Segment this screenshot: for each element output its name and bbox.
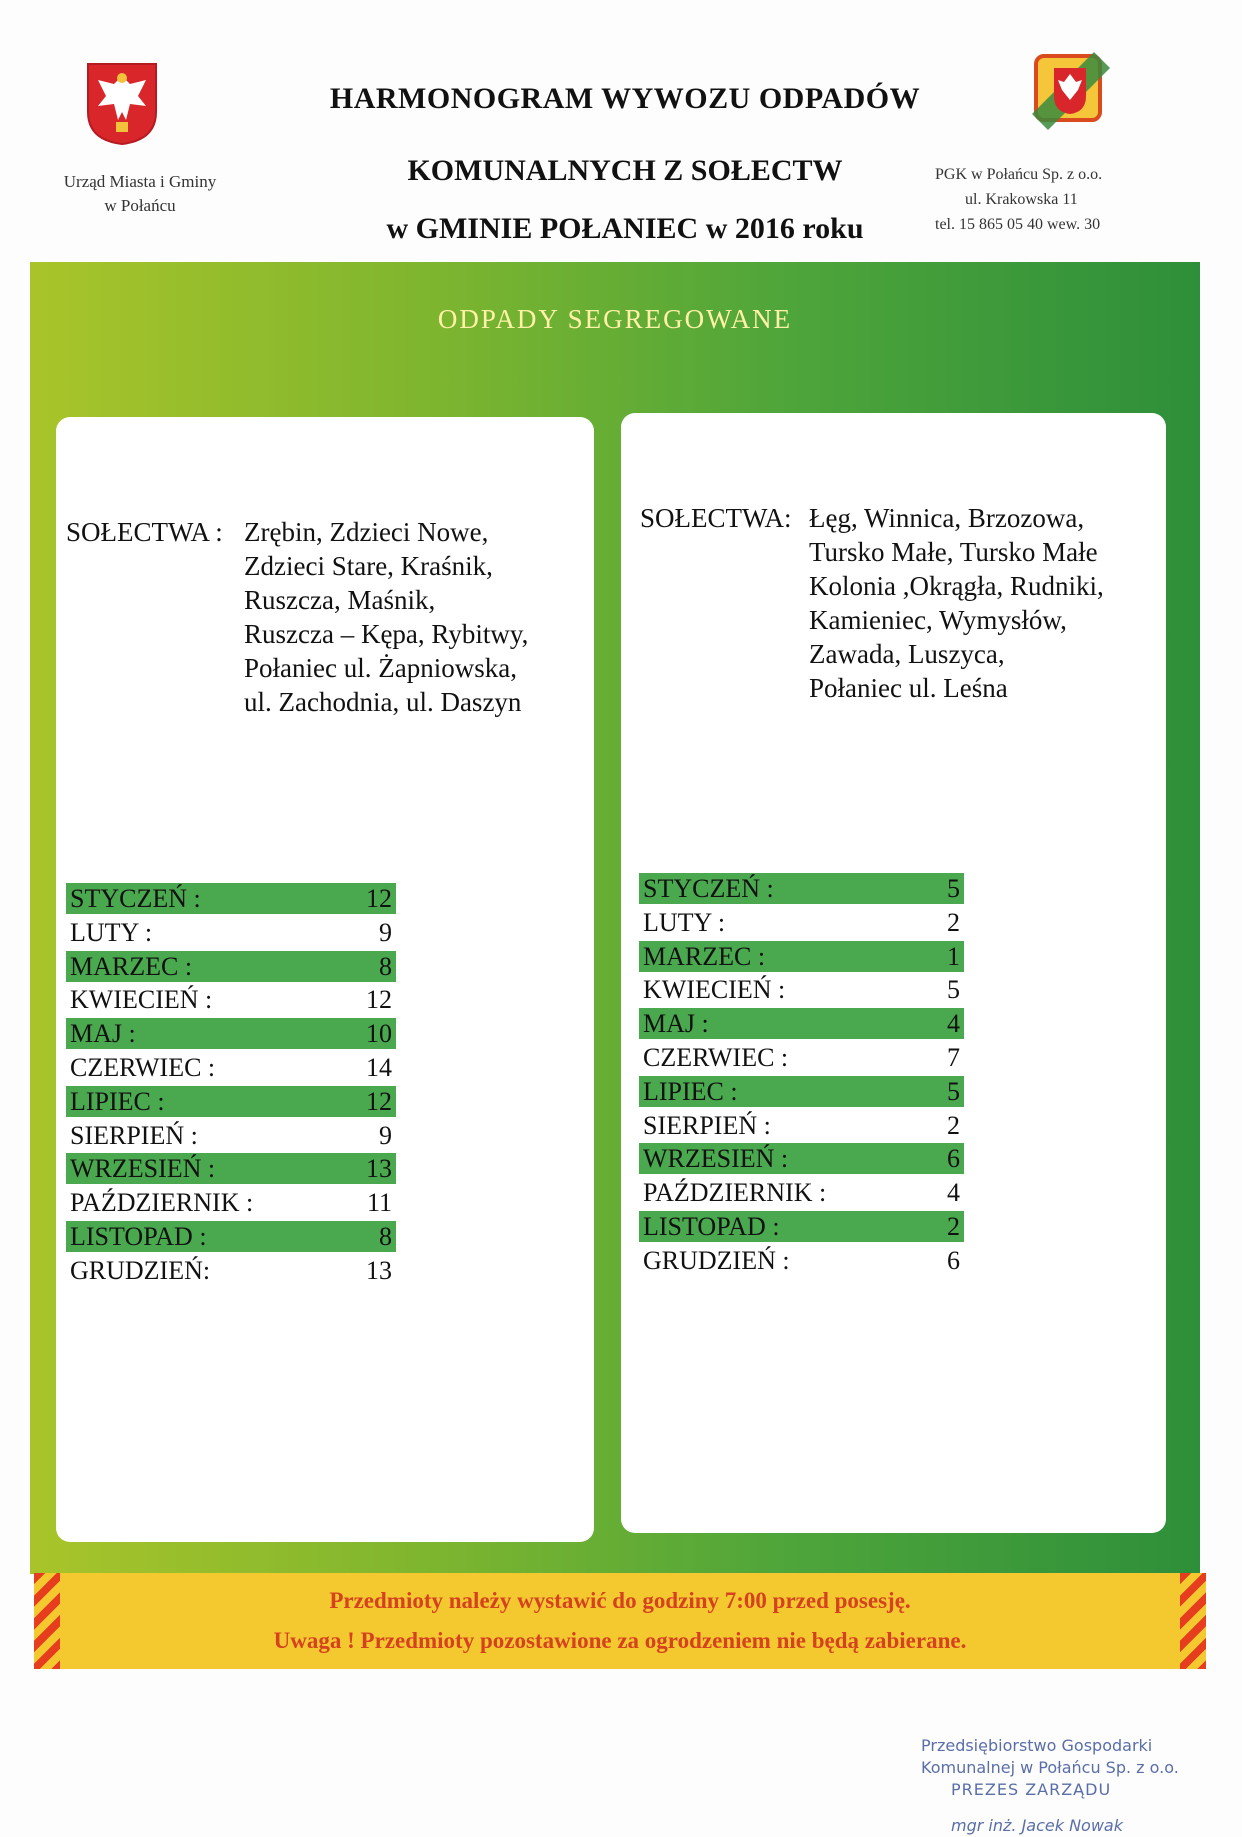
city-office-name bbox=[30, 170, 250, 218]
month-row bbox=[639, 1076, 964, 1107]
collection-day: 13 bbox=[366, 1255, 392, 1285]
month-name: KWIECIEŃ : bbox=[643, 975, 786, 1005]
collection-day: 8 bbox=[379, 951, 392, 981]
month-row bbox=[639, 1143, 964, 1174]
month-name: MAJ : bbox=[643, 1009, 709, 1039]
month-name: KWIECIEŃ : bbox=[70, 985, 213, 1015]
stamp-line3: PREZES ZARZĄDU bbox=[951, 1780, 1112, 1799]
solectwa-list bbox=[809, 501, 1104, 705]
solectwa-line: Kolonia ,Okrągła, Rudniki, bbox=[809, 571, 1104, 601]
solectwa-line: Kamieniec, Wymysłów, bbox=[809, 605, 1067, 635]
month-row bbox=[66, 1187, 396, 1218]
solectwa-line: Połaniec ul. Leśna bbox=[809, 673, 1008, 703]
company-contact bbox=[935, 162, 1175, 237]
month-name: LIPIEC : bbox=[70, 1086, 165, 1116]
month-name: WRZESIEŃ : bbox=[643, 1144, 789, 1174]
solectwa-line: Połaniec ul. Żapniowska, bbox=[244, 653, 517, 683]
month-row bbox=[639, 1042, 964, 1073]
month-name: GRUDZIEŃ: bbox=[70, 1255, 211, 1285]
solectwa-line: Zdzieci Stare, Kraśnik, bbox=[244, 551, 493, 581]
month-name: MARZEC : bbox=[643, 941, 766, 971]
page-title: HARMONOGRAM WYWOZU ODPADÓW bbox=[329, 82, 921, 115]
eagle-crest-icon bbox=[86, 62, 158, 146]
solectwa-line: Ruszcza, Maśnik, bbox=[244, 585, 436, 615]
month-row bbox=[66, 883, 396, 914]
month-row bbox=[66, 917, 396, 948]
stamp-line2: Komunalnej w Połańcu Sp. z o.o. bbox=[921, 1758, 1179, 1777]
month-name: SIERPIEŃ : bbox=[70, 1120, 198, 1150]
solectwa-line: Ruszcza – Kępa, Rybitwy, bbox=[244, 619, 529, 649]
page-title-line2: KOMUNALNYCH Z SOŁECTW bbox=[407, 154, 843, 187]
month-name: LISTOPAD : bbox=[70, 1222, 207, 1251]
collection-day: 6 bbox=[947, 1144, 960, 1174]
month-name: LIPIEC : bbox=[643, 1076, 738, 1106]
hazard-stripe-right bbox=[1180, 1573, 1206, 1669]
collection-day: 10 bbox=[366, 1019, 392, 1049]
solectwa-label: SOŁECTWA : bbox=[66, 517, 223, 547]
month-row bbox=[66, 1120, 396, 1151]
signature-stamp bbox=[921, 1735, 1179, 1837]
stamp-line1: Przedsiębiorstwo Gospodarki bbox=[921, 1736, 1153, 1755]
month-name: CZERWIEC : bbox=[643, 1043, 789, 1072]
collection-day: 13 bbox=[366, 1154, 392, 1184]
month-name: GRUDZIEŃ : bbox=[643, 1245, 790, 1275]
solectwa-line: Łęg, Winnica, Brzozowa, bbox=[809, 503, 1085, 533]
month-row bbox=[639, 873, 964, 904]
month-name: SIERPIEŃ : bbox=[643, 1110, 771, 1140]
collection-day: 5 bbox=[947, 975, 960, 1005]
solectwa-line: ul. Zachodnia, ul. Daszyn bbox=[244, 687, 522, 717]
month-row bbox=[639, 1211, 964, 1242]
collection-day: 9 bbox=[379, 1120, 392, 1150]
collection-day: 8 bbox=[379, 1222, 392, 1251]
month-row bbox=[639, 1110, 964, 1141]
month-row bbox=[66, 1086, 396, 1117]
collection-day: 5 bbox=[947, 1076, 960, 1106]
month-row bbox=[66, 951, 396, 982]
collection-day: 12 bbox=[366, 884, 392, 913]
month-name: MAJ : bbox=[70, 1019, 136, 1049]
panel-title: ODPADY SEGREGOWANE bbox=[437, 304, 793, 334]
month-name: STYCZEŃ : bbox=[70, 884, 201, 913]
collection-day: 11 bbox=[366, 1188, 392, 1218]
company-address: ul. Krakowska 11 bbox=[965, 191, 1078, 208]
footer-line2: Uwaga ! Przedmioty pozostawione za ogrodzeniem nie będą zabierane. bbox=[273, 1628, 967, 1653]
page-title-line3: w GMINIE POŁANIEC w 2016 roku bbox=[386, 212, 864, 245]
left-schedule-card bbox=[56, 417, 594, 1542]
collection-day: 12 bbox=[366, 985, 392, 1015]
month-name: CZERWIEC : bbox=[70, 1053, 216, 1082]
month-row bbox=[639, 974, 964, 1005]
month-row bbox=[639, 1177, 964, 1208]
month-name: MARZEC : bbox=[70, 951, 193, 981]
collection-day: 9 bbox=[379, 917, 392, 947]
solectwa-label: SOŁECTWA: bbox=[640, 503, 792, 533]
collection-day: 4 bbox=[947, 1178, 960, 1208]
month-row bbox=[639, 907, 964, 938]
month-name: PAŹDZIERNIK : bbox=[643, 1178, 827, 1208]
month-row bbox=[66, 1018, 396, 1049]
collection-day: 6 bbox=[947, 1245, 960, 1275]
month-row bbox=[66, 1153, 396, 1184]
right-schedule-card bbox=[621, 413, 1179, 1835]
collection-day: 2 bbox=[947, 1212, 960, 1241]
footer-line1: Przedmioty należy wystawić do godziny 7:00 przed posesję. bbox=[329, 1588, 911, 1613]
collection-day: 2 bbox=[947, 907, 960, 937]
month-name: STYCZEŃ : bbox=[643, 874, 774, 903]
company-name: PGK w Połańcu Sp. z o.o. bbox=[935, 166, 1103, 183]
month-row bbox=[66, 984, 396, 1015]
company-phone: tel. 15 865 05 40 wew. 30 bbox=[935, 216, 1101, 233]
month-row bbox=[66, 1052, 396, 1083]
month-name: WRZESIEŃ : bbox=[70, 1154, 216, 1184]
collection-day: 12 bbox=[366, 1086, 392, 1116]
stamp-line4: mgr inż. Jacek Nowak bbox=[951, 1816, 1123, 1835]
collection-day: 7 bbox=[947, 1043, 960, 1072]
month-row bbox=[639, 1008, 964, 1039]
solectwa-line: Tursko Małe, Tursko Małe bbox=[809, 537, 1098, 567]
month-row bbox=[66, 1221, 396, 1252]
city-office-line2: w Połańcu bbox=[104, 196, 176, 215]
pgk-logo-icon bbox=[1024, 44, 1116, 136]
collection-day: 14 bbox=[366, 1053, 392, 1082]
collection-day: 1 bbox=[947, 941, 960, 971]
hazard-stripe-left bbox=[34, 1573, 60, 1669]
month-name: LUTY : bbox=[70, 917, 153, 947]
month-name: PAŹDZIERNIK : bbox=[70, 1188, 254, 1218]
solectwa-line: Zrębin, Zdzieci Nowe, bbox=[244, 517, 489, 547]
month-name: LUTY : bbox=[643, 907, 726, 937]
month-row bbox=[639, 1245, 964, 1276]
solectwa-line: Zawada, Luszyca, bbox=[809, 639, 1005, 669]
collection-day: 4 bbox=[947, 1009, 960, 1039]
collection-day: 5 bbox=[947, 874, 960, 903]
collection-day: 2 bbox=[947, 1110, 960, 1140]
month-row bbox=[66, 1255, 396, 1286]
solectwa-list bbox=[244, 515, 528, 719]
month-name: LISTOPAD : bbox=[643, 1212, 780, 1241]
city-office-line1: Urząd Miasta i Gminy bbox=[63, 172, 217, 191]
month-row bbox=[639, 941, 964, 972]
